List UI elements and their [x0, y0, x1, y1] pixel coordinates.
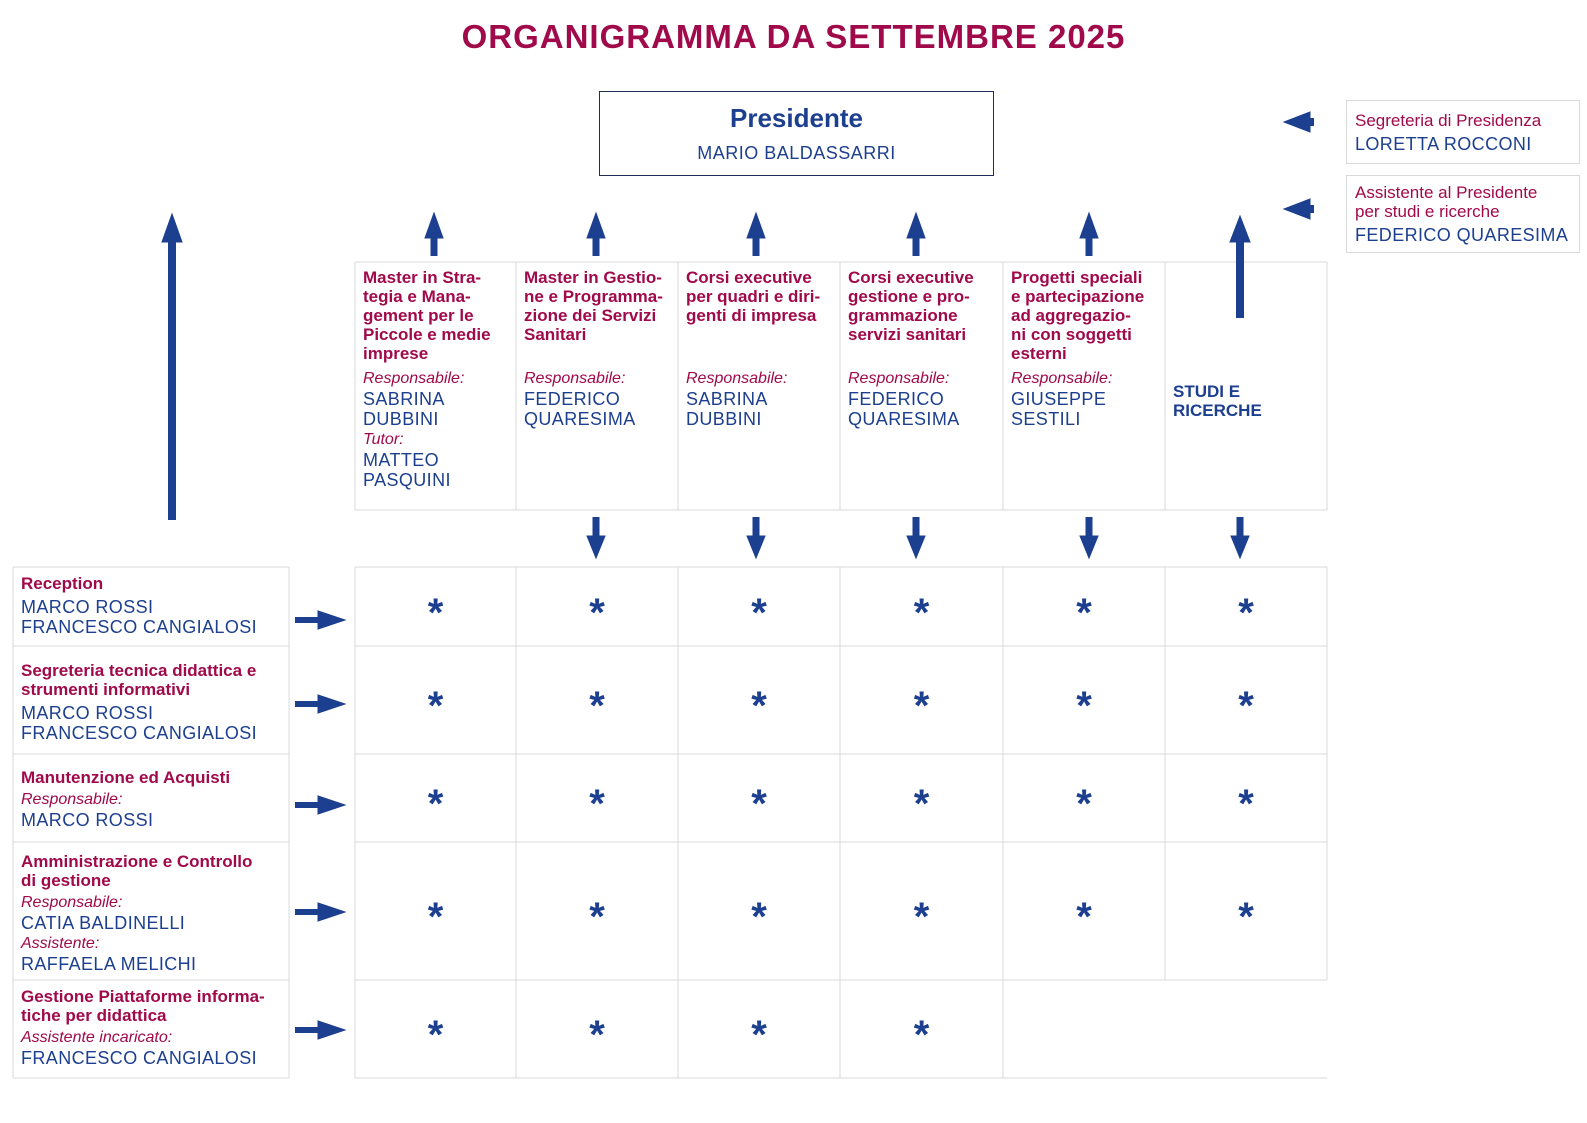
row-manutenzione [21, 768, 286, 830]
matrix-asterisk: * [751, 1013, 767, 1057]
column-label: servizi sanitari [848, 325, 967, 344]
column-master-strategia [355, 262, 516, 490]
matrix-asterisk: * [1238, 590, 1254, 635]
column-name: MATTEO [363, 450, 440, 470]
column-name: PASQUINI [363, 470, 451, 490]
row-role: Responsabile: [21, 791, 123, 808]
row-segreteria-tecnica [21, 661, 286, 743]
column-role: Tutor: [363, 431, 404, 448]
row-label: Gestione Piattaforme informa- [21, 987, 265, 1006]
matrix-asterisk: * [751, 590, 767, 635]
column-label: Piccole e medie [363, 325, 491, 344]
matrix-asterisk: * [589, 782, 605, 826]
row-gestione-piattaforme [21, 987, 286, 1068]
column-label: Master in Stra- [363, 268, 482, 287]
column-corsi-executive-impresa [678, 262, 840, 429]
column-label: grammazione [848, 306, 958, 325]
column-name: DUBBINI [363, 409, 439, 429]
matrix-asterisk: * [913, 684, 930, 728]
matrix-asterisk: * [1238, 684, 1254, 728]
row-label: Segreteria tecnica didattica e [21, 661, 257, 680]
matrix-asterisk: * [589, 1013, 605, 1057]
matrix-asterisk: * [751, 895, 767, 939]
column-master-gestione [516, 262, 678, 429]
matrix-asterisk: * [589, 590, 605, 635]
row-name: FRANCESCO CANGIALOSI [21, 617, 258, 637]
column-name: SABRINA [686, 389, 768, 409]
column-label: gement per le [363, 306, 474, 325]
column-role: Responsabile: [848, 370, 950, 387]
column-label: e partecipazione [1011, 287, 1145, 306]
column-label: esterni [1011, 344, 1067, 363]
row-name: MARCO ROSSI [21, 703, 154, 723]
assistente-presidente-label: per studi e ricerche [1355, 202, 1500, 221]
column-name: GIUSEPPE [1011, 389, 1107, 409]
row-name: CATIA BALDINELLI [21, 913, 186, 933]
matrix-asterisk: * [1076, 684, 1092, 728]
matrix-asterisk: * [913, 782, 930, 826]
column-label: Master in Gestio- [524, 268, 662, 287]
president-title: Presidente [730, 103, 863, 133]
assistente-presidente-label: Assistente al Presidente [1355, 183, 1538, 202]
segreteria-presidenza-name: LORETTA ROCCONI [1355, 134, 1532, 154]
matrix-asterisk: * [427, 1013, 444, 1057]
column-label: Progetti speciali [1011, 268, 1143, 287]
matrix-asterisk: * [589, 895, 605, 939]
row-label: strumenti informativi [21, 680, 191, 699]
row-role: Assistente: [21, 935, 100, 952]
matrix-asterisk: * [1238, 895, 1254, 939]
matrix-asterisk: * [1238, 782, 1254, 826]
row-label: Reception [21, 574, 104, 593]
row-role: Assistente incaricato: [21, 1029, 173, 1046]
assistente-presidente-name: FEDERICO QUARESIMA [1355, 225, 1569, 245]
row-reception [21, 574, 286, 637]
column-name: QUARESIMA [848, 409, 960, 429]
page-title: ORGANIGRAMMA DA SETTEMBRE 2025 [461, 18, 1126, 55]
matrix-asterisk: * [589, 684, 605, 728]
column-role: Responsabile: [363, 370, 465, 387]
segreteria-presidenza-label: Segreteria di Presidenza [1355, 111, 1542, 130]
row-name: MARCO ROSSI [21, 810, 154, 830]
matrix-asterisk: * [427, 895, 444, 939]
column-role: Responsabile: [686, 370, 788, 387]
matrix-asterisk: * [751, 684, 767, 728]
matrix-asterisk: * [427, 684, 444, 728]
matrix-asterisk: * [913, 895, 930, 939]
column-name: FEDERICO [848, 389, 945, 409]
president-name: MARIO BALDASSARRI [697, 143, 896, 163]
row-name: MARCO ROSSI [21, 597, 154, 617]
row-label: di gestione [21, 871, 111, 890]
column-label: per quadri e diri- [686, 287, 821, 306]
column-progetti-speciali [1003, 262, 1165, 429]
column-name: SABRINA [363, 389, 445, 409]
matrix-asterisk: * [1076, 895, 1092, 939]
column-role: Responsabile: [524, 370, 626, 387]
row-label: Manutenzione ed Acquisti [21, 768, 231, 787]
column-name: QUARESIMA [524, 409, 636, 429]
column-role: Responsabile: [1011, 370, 1113, 387]
column-label: Corsi executive [686, 268, 812, 287]
column-label: ad aggregazio- [1011, 306, 1131, 325]
matrix-asterisk: * [913, 1013, 930, 1057]
column-label: ne e Programma- [524, 287, 663, 306]
column-name: RICERCHE [1173, 401, 1262, 420]
column-corsi-executive-sanitari [840, 262, 1003, 429]
column-label: Corsi executive [848, 268, 974, 287]
column-label: tegia e Mana- [363, 287, 471, 306]
column-label: zione dei Servizi [524, 306, 657, 325]
column-label: genti di impresa [686, 306, 817, 325]
matrix-asterisk: * [913, 590, 930, 635]
row-amministrazione [21, 852, 286, 974]
column-name: DUBBINI [686, 409, 762, 429]
row-name: FRANCESCO CANGIALOSI [21, 1048, 258, 1068]
matrix-asterisk: * [427, 782, 444, 826]
column-studi-ricerche [1165, 376, 1327, 420]
matrix-asterisk: * [751, 782, 767, 826]
matrix-asterisk: * [1076, 782, 1092, 826]
column-label: Sanitari [524, 325, 587, 344]
column-name: STUDI E [1173, 382, 1241, 401]
column-label: imprese [363, 344, 429, 363]
row-name: RAFFAELA MELICHI [21, 954, 197, 974]
column-label: ni con soggetti [1011, 325, 1132, 344]
column-name: FEDERICO [524, 389, 621, 409]
matrix-asterisk: * [1076, 590, 1092, 635]
column-name: SESTILI [1011, 409, 1081, 429]
row-name: FRANCESCO CANGIALOSI [21, 723, 258, 743]
row-role: Responsabile: [21, 894, 123, 911]
column-label: gestione e pro- [848, 287, 970, 306]
row-label: Amministrazione e Controllo [21, 852, 253, 871]
row-label: tiche per didattica [21, 1006, 167, 1025]
matrix-asterisk: * [427, 590, 444, 635]
